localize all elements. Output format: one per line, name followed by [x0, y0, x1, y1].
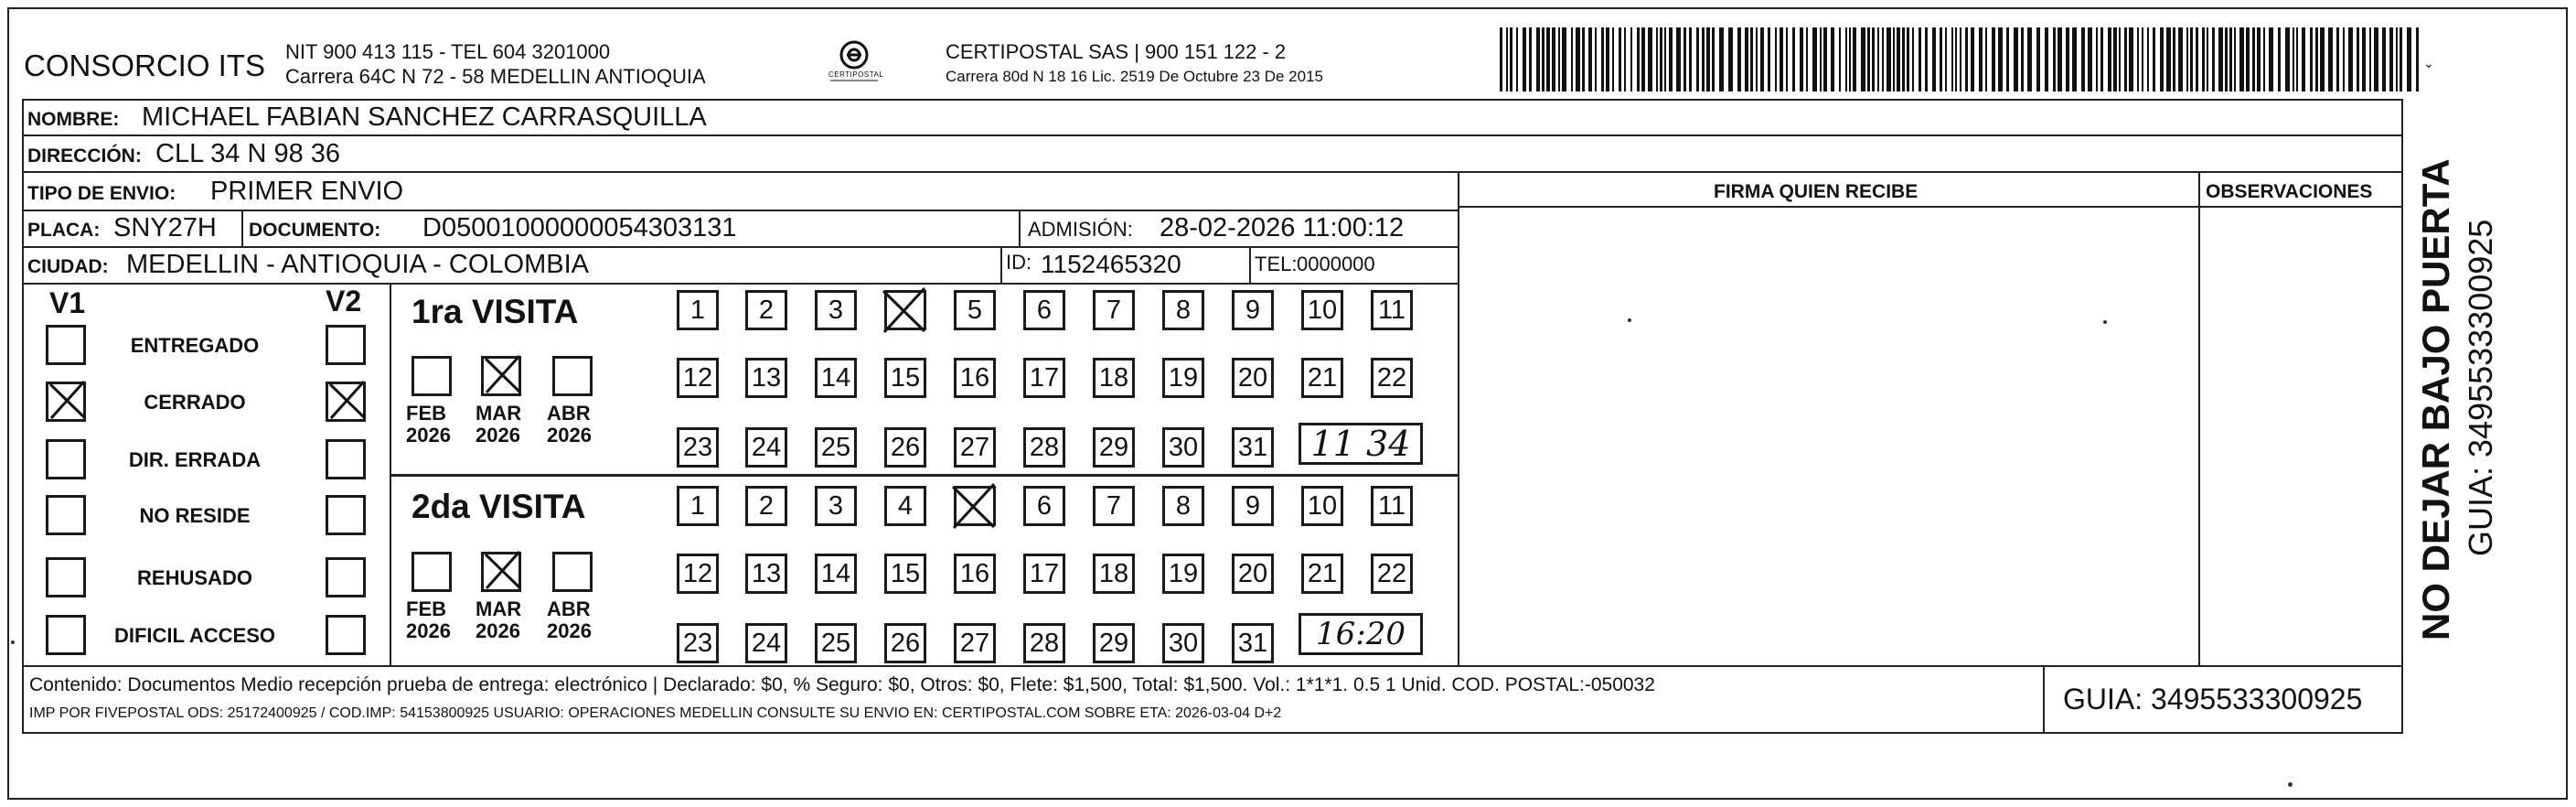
visit2-day-box: 23 — [677, 623, 719, 663]
visit1-month-year: 2026 — [476, 424, 520, 447]
barcode-bar — [2296, 27, 2298, 91]
barcode-bar — [1812, 27, 1817, 91]
visit1-day-box: 16 — [954, 358, 996, 398]
visit1-day-box: 10 — [1301, 290, 1343, 330]
barcode-bar — [2320, 27, 2325, 91]
visit1-day-box: 18 — [1093, 358, 1135, 398]
visit2-day-box: 21 — [1301, 554, 1343, 594]
barcode-bar — [2027, 27, 2032, 91]
barcode-bar — [2225, 27, 2228, 91]
barcode-bar — [1619, 27, 1621, 91]
barcode-bar — [1558, 27, 1560, 91]
visit1-day-box: 19 — [1162, 358, 1204, 398]
placa-value: SNY27H — [113, 213, 217, 242]
visit2-day-box: 3 — [815, 486, 857, 526]
barcode-bar — [1887, 27, 1891, 91]
barcode-bar — [2407, 27, 2411, 91]
barcode-bar — [1595, 27, 1597, 91]
visit2-day-box: 31 — [1232, 623, 1274, 663]
barcode-bar — [1979, 27, 1983, 91]
barcode-bar — [1562, 27, 1566, 91]
barcode-bar — [1849, 27, 1851, 91]
barcode-bar — [1919, 27, 1921, 91]
nombre-label: NOMBRE: — [27, 109, 120, 130]
barcode-bar — [2108, 27, 2111, 91]
visit1-month-year: 2026 — [406, 424, 451, 447]
visit1-day-box: 22 — [1371, 358, 1413, 398]
barcode-bar — [1612, 27, 1614, 91]
visit2-day-box: 12 — [677, 554, 719, 594]
barcode-bar — [1750, 27, 1753, 91]
ciudad-label: CIUDAD: — [27, 256, 109, 277]
barcode-bar — [2293, 27, 2294, 91]
visit1-day-box: 26 — [884, 427, 926, 468]
barcode-bar — [1601, 27, 1604, 91]
ciudad-value: MEDELLIN - ANTIOQUIA - COLOMBIA — [126, 250, 589, 279]
check-mark-icon — [881, 286, 928, 334]
barcode-bar — [2173, 27, 2175, 91]
barcode-bar — [1861, 27, 1865, 91]
check-mark-icon — [327, 380, 368, 420]
barcode-bar — [1637, 27, 1640, 91]
courier-address: Carrera 80d N 18 16 Lic. 2519 De Octubre 23 De 2015 — [946, 68, 1323, 85]
barcode-bar — [2014, 27, 2018, 91]
barcode-bar — [2328, 27, 2333, 91]
barcode-bar — [1998, 27, 2003, 91]
barcode-bar — [1760, 27, 1764, 91]
barcode-bar — [1624, 27, 1626, 91]
barcode-bar — [2160, 27, 2164, 91]
barcode-bar — [1588, 27, 1592, 91]
check-mark-icon — [48, 380, 88, 420]
visit1-day-box: 2 — [745, 290, 787, 330]
barcode-bar — [1897, 27, 1900, 91]
direccion-value: CLL 34 N 98 36 — [155, 139, 341, 168]
barcode-bar — [1985, 27, 1987, 91]
visit2-month-name: ABR — [547, 597, 591, 620]
tel-value: 0000000 — [1297, 253, 1375, 275]
barcode-bar — [2072, 27, 2077, 91]
company-address: Carrera 64C N 72 - 58 MEDELLIN ANTIOQUIA — [285, 65, 706, 88]
barcode-bar — [1872, 27, 1875, 91]
visit1-day-box: 7 — [1093, 290, 1135, 330]
barcode-bar — [2252, 27, 2255, 91]
barcode-bar — [1552, 27, 1555, 91]
visit1-day-box: 31 — [1232, 427, 1274, 468]
visit2-day-box: 28 — [1023, 623, 1065, 663]
certipostal-logo: CERTIPOSTAL — [825, 37, 883, 88]
barcode-bar — [2239, 27, 2244, 91]
barcode-bar — [1882, 27, 1884, 91]
visit2-day-box: 11 — [1371, 486, 1413, 526]
barcode-bar — [1523, 27, 1526, 91]
barcode-bar — [2202, 27, 2205, 91]
barcode-bar — [1893, 27, 1895, 91]
barcode-bar — [2053, 27, 2056, 91]
company-name: CONSORCIO ITS — [24, 48, 266, 82]
barcode-bar — [1877, 27, 1879, 91]
barcode-bar — [1955, 27, 1957, 91]
barcode-bar — [1768, 27, 1770, 91]
side-guia: GUIA: 3495533300925 — [2462, 219, 2499, 556]
barcode-bar — [1500, 27, 1502, 91]
documento-label: DOCUMENTO: — [249, 220, 381, 241]
visit1-day-box: 28 — [1023, 427, 1065, 468]
barcode-bar — [2045, 27, 2048, 91]
footer-guia: GUIA: 3495533300925 — [2063, 683, 2363, 716]
barcode-bar — [2186, 27, 2188, 91]
barcode-bar — [1912, 27, 1914, 91]
visit2-day-box: 22 — [1371, 554, 1413, 594]
stray-dot — [2103, 320, 2107, 324]
visit1-month-year: 2026 — [547, 424, 592, 447]
barcode-bar — [1510, 27, 1512, 91]
admision-label: ADMISIÓN: — [1028, 218, 1133, 241]
footer-imp: IMP POR FIVEPOSTAL ODS: 25172400925 / COD.IMP: 54153800925 USUARIO: OPERACIONES MEDELLIN CONSULTE SU ENVIO EN: CERTIPOSTAL.COM SOBRE ETA: 2026-03-04 D+2 — [29, 705, 1282, 721]
barcode-bar — [2124, 27, 2127, 91]
v1-label: V1 — [49, 286, 86, 319]
barcode-bar — [1516, 27, 1518, 91]
visit2-day-box: 29 — [1093, 623, 1135, 663]
barcode-bar — [1932, 27, 1936, 91]
status-option-label: DIFICIL ACCESO — [113, 624, 275, 647]
visit2-day-box: 7 — [1093, 486, 1135, 526]
visit1-day-box: 17 — [1023, 358, 1065, 398]
barcode-bar — [2263, 27, 2265, 91]
visit2-day-box: 16 — [954, 554, 996, 594]
visit1-day-box: 23 — [677, 427, 719, 468]
barcode-bar — [1630, 27, 1632, 91]
status-option-label: CERRADO — [144, 391, 246, 414]
footer-contenido: Contenido: Documentos Medio recepción prueba de entrega: electrónico | Declarado: $0, % Seguro: $0, Otros: $0, Flete: $1,500, Total: $1,500. Vol.: 1*1*1. 0.5 1 Unid. COD. POSTAL:-050032 — [29, 674, 1655, 695]
visit2-month-name: MAR — [476, 597, 522, 620]
barcode-bar — [2147, 27, 2149, 91]
page-right-border — [2566, 7, 2568, 800]
visit1-time: 11 34 — [1299, 423, 1423, 465]
barcode-bar — [2369, 27, 2371, 91]
visit1-day-box: 29 — [1093, 427, 1135, 468]
visit1-day-box: 9 — [1232, 290, 1274, 330]
barcode-bar — [2285, 27, 2290, 91]
barcode-bar — [2142, 27, 2143, 91]
barcode-bar — [2315, 27, 2318, 91]
barcode-bar — [1925, 27, 1928, 91]
visit2-month-year: 2026 — [547, 619, 592, 642]
barcode-bar — [1542, 27, 1545, 91]
visit2-day-box: 10 — [1301, 486, 1343, 526]
barcode-bar — [1676, 27, 1681, 91]
barcode-bar — [1669, 27, 1673, 91]
barcode-bar — [2362, 27, 2366, 91]
barcode-bar — [1683, 27, 1686, 91]
barcode-bar — [2348, 27, 2353, 91]
status-option-label: NO RESIDE — [139, 504, 251, 527]
visit2-day-box: 25 — [815, 623, 857, 663]
barcode-bar — [2058, 27, 2062, 91]
visit2-month-name: FEB — [406, 597, 446, 620]
barcode-bar — [1696, 27, 1699, 91]
visit2-day-box: 4 — [884, 486, 926, 526]
barcode-bar — [1806, 27, 1808, 91]
visit2-day-box: 24 — [745, 623, 787, 663]
barcode-bar — [2113, 27, 2117, 91]
check-mark-icon — [483, 354, 523, 394]
direccion-label: DIRECCIÓN: — [27, 145, 142, 167]
barcode-bar — [2218, 27, 2223, 91]
courier-name: CERTIPOSTAL SAS | 900 151 122 - 2 — [946, 40, 1287, 63]
barcode-bar — [1907, 27, 1909, 91]
visit2-title: 2da VISITA — [412, 488, 586, 525]
barcode-bar — [1719, 27, 1724, 91]
tipo-envio-value: PRIMER ENVIO — [210, 177, 404, 206]
placa-label: PLACA: — [27, 220, 101, 241]
barcode-bar — [1664, 27, 1666, 91]
barcode-bar — [2166, 27, 2171, 91]
nombre-value: MICHAEL FABIAN SANCHEZ CARRASQUILLA — [142, 102, 707, 132]
visit2-day-box: 30 — [1162, 623, 1204, 663]
barcode-bar — [2374, 27, 2378, 91]
barcode-bar — [1845, 27, 1847, 91]
barcode-bar — [1792, 27, 1795, 91]
barcode-bar — [2119, 27, 2121, 91]
visit1-day-box: 1 — [677, 290, 719, 330]
barcode-bar — [2396, 27, 2398, 91]
visit2-day-box: 2 — [745, 486, 787, 526]
visit1-month-name: MAR — [476, 402, 522, 425]
visit2-month-checkbox — [552, 552, 593, 592]
documento-value: D05001000000054303131 — [422, 213, 737, 242]
barcode-bar — [1971, 27, 1974, 91]
barcode-bar — [1800, 27, 1803, 91]
barcode-bar — [1728, 27, 1733, 91]
visit2-month-checkbox — [412, 552, 452, 592]
visit2-day-box: 14 — [815, 554, 857, 594]
barcode-bar — [1940, 27, 1942, 91]
barcode-bar — [1582, 27, 1585, 91]
no-dejar-bajo-puerta: NO DEJAR BAJO PUERTA — [2414, 158, 2457, 640]
barcode-bar — [2229, 27, 2232, 91]
visit1-day-box: 5 — [954, 290, 996, 330]
barcode-bar — [1831, 27, 1834, 91]
admision-value: 28-02-2026 11:00:12 — [1160, 213, 1405, 242]
barcode-bar — [2269, 27, 2273, 91]
barcode-bar — [2066, 27, 2069, 91]
barcode-bar — [1780, 27, 1783, 91]
barcode-bar — [2310, 27, 2313, 91]
barcode-bar — [2357, 27, 2359, 91]
barcode-bar — [1529, 27, 1532, 91]
status-option-label: ENTREGADO — [130, 334, 260, 357]
barcode-bar — [1737, 27, 1741, 91]
visit2-day-box: 9 — [1232, 486, 1274, 526]
v2-label: V2 — [326, 285, 362, 317]
visit2-day-box: 15 — [884, 554, 926, 594]
barcode — [1500, 27, 2423, 91]
visit2-day-box: 18 — [1093, 554, 1135, 594]
barcode-bar — [1960, 27, 1961, 91]
check-mark-icon — [483, 550, 523, 590]
visit1-day-box: 24 — [745, 427, 787, 468]
barcode-bar — [1756, 27, 1758, 91]
barcode-bar — [1606, 27, 1609, 91]
visit2-day-box: 19 — [1162, 554, 1204, 594]
barcode-bar — [1775, 27, 1777, 91]
barcode-bar — [2212, 27, 2215, 91]
barcode-bar — [1506, 27, 1508, 91]
barcode-bar — [1546, 27, 1550, 91]
barcode-bar — [1576, 27, 1580, 91]
stray-dot — [1628, 318, 1631, 322]
visit1-day-box: 27 — [954, 427, 996, 468]
visit2-month-year: 2026 — [406, 619, 451, 642]
barcode-bar — [1656, 27, 1658, 91]
status-option-label: REHUSADO — [137, 566, 252, 589]
visit1-day-box: 25 — [815, 427, 857, 468]
barcode-bar — [2006, 27, 2009, 91]
barcode-bar — [1571, 27, 1573, 91]
visit1-day-box: 15 — [884, 358, 926, 398]
stray-dot — [2288, 782, 2293, 787]
stray-mark: ⌄ — [2423, 56, 2434, 70]
barcode-bar — [1951, 27, 1953, 91]
barcode-bar — [2246, 27, 2250, 91]
barcode-bar — [2234, 27, 2236, 91]
visit1-day-box: 30 — [1162, 427, 1204, 468]
barcode-bar — [1689, 27, 1692, 91]
barcode-bar — [2021, 27, 2024, 91]
barcode-bar — [1641, 27, 1645, 91]
barcode-bar — [1745, 27, 1748, 91]
barcode-bar — [1706, 27, 1710, 91]
stray-dot — [11, 640, 15, 644]
barcode-bar — [1853, 27, 1856, 91]
visit2-time: 16:20 — [1299, 613, 1423, 655]
visit1-day-box: 3 — [815, 290, 857, 330]
visit1-day-box: 12 — [677, 358, 719, 398]
visit1-day-box: 11 — [1371, 290, 1413, 330]
barcode-bar — [2336, 27, 2339, 91]
visit1-day-box: 21 — [1301, 358, 1343, 398]
barcode-bar — [2400, 27, 2402, 91]
observaciones-label: OBSERVACIONES — [2206, 181, 2373, 202]
visit2-day-box: 1 — [677, 486, 719, 526]
company-nit-tel: NIT 900 413 115 - TEL 604 3201000 — [285, 40, 611, 63]
visit1-title: 1ra VISITA — [412, 293, 579, 330]
barcode-bar — [1839, 27, 1841, 91]
barcode-bar — [2389, 27, 2393, 91]
barcode-bar — [2100, 27, 2103, 91]
barcode-bar — [2137, 27, 2139, 91]
firma-label: FIRMA QUIEN RECIBE — [1714, 181, 1919, 202]
barcode-bar — [2153, 27, 2155, 91]
id-value: 1152465320 — [1041, 250, 1181, 278]
tipo-envio-label: TIPO DE ENVIO: — [27, 183, 176, 204]
barcode-bar — [1660, 27, 1662, 91]
barcode-bar — [1902, 27, 1905, 91]
barcode-bar — [1867, 27, 1870, 91]
visit1-day-box: 14 — [815, 358, 857, 398]
barcode-bar — [2196, 27, 2198, 91]
barcode-bar — [2036, 27, 2040, 91]
page-bottom-border — [7, 798, 2568, 800]
barcode-bar — [2382, 27, 2386, 91]
barcode-bar — [1712, 27, 1715, 91]
barcode-bar — [1820, 27, 1822, 91]
tel-label: TEL: — [1255, 253, 1298, 275]
barcode-bar — [1945, 27, 1947, 91]
visit2-day-box: 20 — [1232, 554, 1274, 594]
barcode-bar — [1702, 27, 1705, 91]
barcode-bar — [2088, 27, 2092, 91]
barcode-bar — [2190, 27, 2193, 91]
visit2-day-box: 6 — [1023, 486, 1065, 526]
barcode-bar — [1823, 27, 1827, 91]
status-option-label: DIR. ERRADA — [128, 448, 262, 471]
visit2-month-year: 2026 — [476, 619, 520, 642]
barcode-bar — [1992, 27, 1995, 91]
visit1-month-checkbox — [412, 356, 452, 396]
id-label: ID: — [1006, 251, 1032, 274]
barcode-bar — [2081, 27, 2085, 91]
visit1-day-box: 20 — [1232, 358, 1274, 398]
barcode-bar — [1786, 27, 1788, 91]
visit1-day-box: 13 — [745, 358, 787, 398]
barcode-bar — [2302, 27, 2305, 91]
visit1-month-name: FEB — [406, 402, 446, 425]
barcode-bar — [2129, 27, 2133, 91]
barcode-bar — [2207, 27, 2208, 91]
visit1-day-box: 6 — [1023, 290, 1065, 330]
page-top-border — [7, 7, 2568, 9]
visit1-month-checkbox — [552, 356, 593, 396]
visit2-day-box: 17 — [1023, 554, 1065, 594]
barcode-bar — [1648, 27, 1652, 91]
visit1-day-box: 8 — [1162, 290, 1204, 330]
visit1-month-name: ABR — [547, 402, 591, 425]
visit2-day-box: 27 — [954, 623, 996, 663]
barcode-bar — [2278, 27, 2281, 91]
check-mark-icon — [950, 482, 998, 530]
barcode-bar — [2178, 27, 2183, 91]
barcode-bar — [1965, 27, 1968, 91]
barcode-bar — [1536, 27, 1540, 91]
barcode-bar — [2257, 27, 2261, 91]
barcode-bar — [2343, 27, 2345, 91]
barcode-bar — [2096, 27, 2098, 91]
visit2-day-box: 26 — [884, 623, 926, 663]
barcode-bar — [2416, 27, 2419, 91]
visit2-day-box: 8 — [1162, 486, 1204, 526]
visit2-day-box: 13 — [745, 554, 787, 594]
